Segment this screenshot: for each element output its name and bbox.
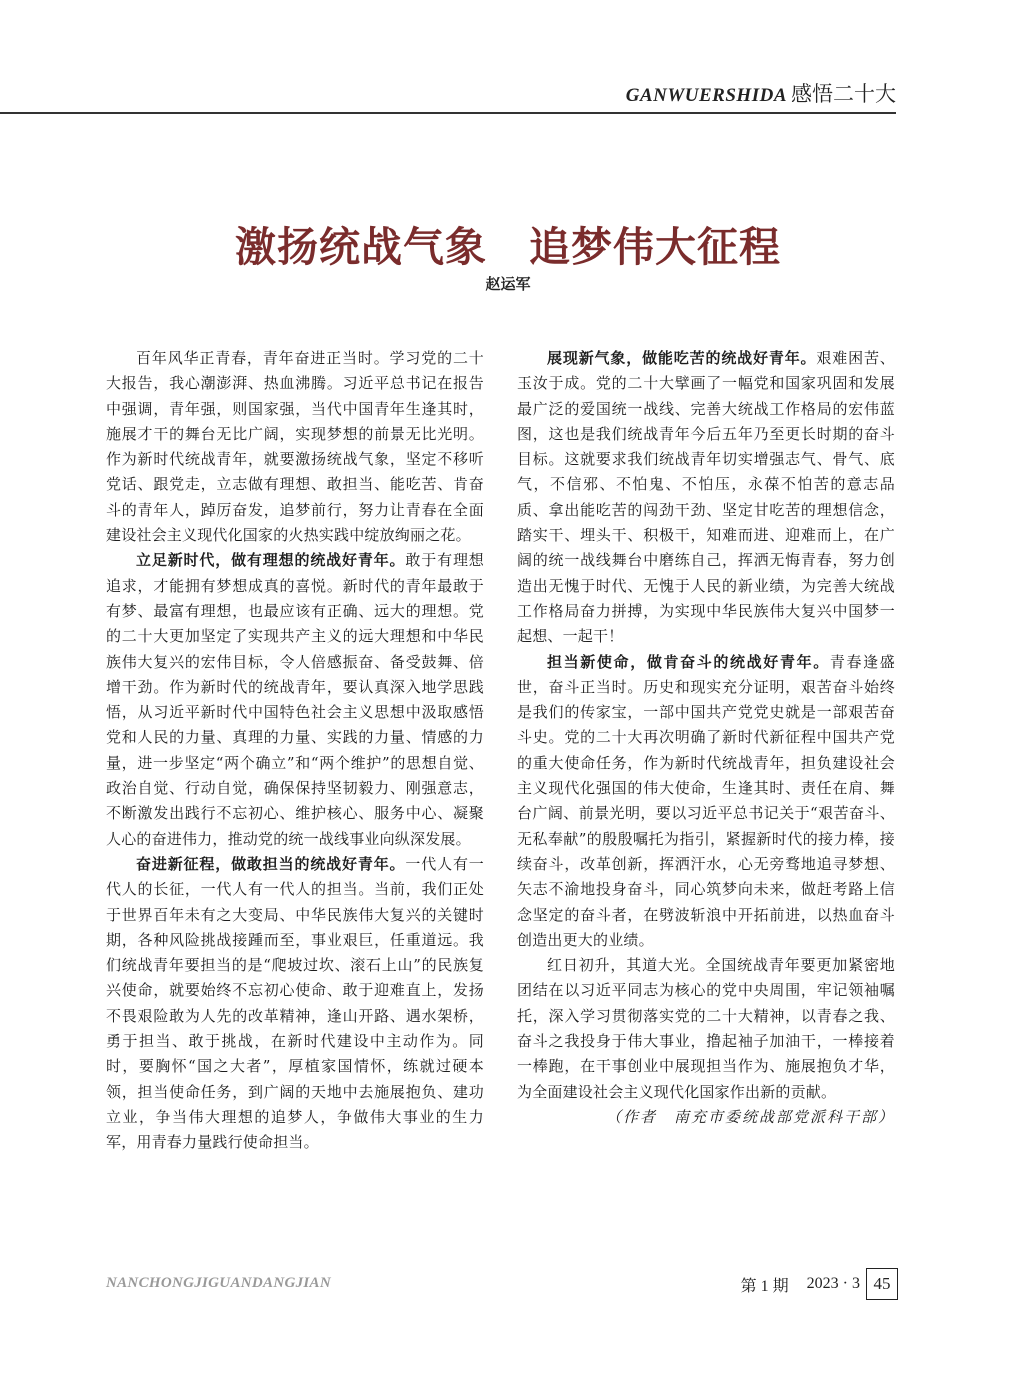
issue-date: 2023 · 3 (806, 1275, 860, 1292)
paragraph-lead: 立足新时代，做有理想的统战好青年。 (136, 551, 406, 570)
page-header (0, 64, 896, 114)
paragraph-lead: 担当新使命，做肯奋斗的统战好青年。 (547, 652, 830, 671)
paragraph (517, 346, 895, 650)
footer-info (741, 1268, 898, 1300)
paragraph (517, 650, 895, 954)
section-column-name: 感悟二十大 (791, 82, 896, 106)
paragraph (517, 953, 895, 1105)
paragraph-text: 百年风华正青春，青年奋进正当时。学习党的二十大报告，我心潮澎湃、热血沸腾。习近平总书记在报告中强调，青年强，则国家强，当代中国青年生逢其时，施展才干的舞台无比广阔，实现梦想的前景无比光明。作为新时代统战青年，就要激扬统战气象，坚定不移听党话、跟党走，立志做有理想、敢担当、能吃苦、肯奋斗的青年人，踔厉奋发，追梦前行，努力让青春在全面建设社会主义现代化国家的火热实践中绽放绚丽之花。 (106, 349, 484, 545)
paragraph-text: 红日初升，其道大光。全国统战青年要更加紧密地团结在以习近平同志为核心的党中央周围，牢记领袖嘱托，深入学习贯彻落实党的二十大精神，以青春之我、奋斗之我投身于伟大事业，撸起袖子加油干，一棒接着一棒跑，在干事创业中展现担当作为、施展抱负才华，为全面建设社会主义现代化国家作出新的贡献。 (517, 956, 895, 1101)
left-column (106, 346, 484, 1156)
footer-publication: NANCHONGJIGUANDANGJIAN (106, 1275, 331, 1291)
section-latin: GANWUERSHIDA (625, 85, 787, 106)
right-column (517, 346, 895, 1130)
paragraph-lead: 奋进新征程，做敢担当的统战好青年。 (136, 854, 406, 873)
page-number: 45 (866, 1268, 898, 1300)
author-note: （作者 南充市委统战部党派科干部） (605, 1107, 895, 1126)
paragraph-text: 青春逢盛世，奋斗正当时。历史和现实充分证明，艰苦奋斗始终是我们的传家宝，一部中国共产党党史就是一部艰苦奋斗史。党的二十大再次明确了新时代新征程中国共产党的重大使命任务，作为新时代统战青年，担负建设社会主义现代化强国的伟大使命，生逢其时、责任在肩、舞台广阔、前景光明，要以习近平总书记关于“艰苦奋斗、无私奉献”的殷殷嘱托为指引，紧握新时代的接力棒，接续奋斗，改革创新，挥洒汗水，心无旁骛地追寻梦想、矢志不渝地投身奋斗，同心筑梦向未来，做赶考路上信念坚定的奋斗者，在劈波斩浪中开拓前进，以热血奋斗创造出更大的业绩。 (517, 652, 895, 949)
paragraph (106, 852, 484, 1156)
paragraph-text: 艰难困苦、玉汝于成。党的二十大擘画了一幅党和国家巩固和发展最广泛的爱国统一战线、完善大统战工作格局的宏伟蓝图，这也是我们统战青年今后五年乃至更长时期的奋斗目标。这就要求我们统战青年切实增强志气、骨气、底气，不信邪、不怕鬼、不怕压，永葆不怕苦的意志品质、拿出能吃苦的闯劲干劲、坚定甘吃苦的理想信念，踏实干、埋头干、积极干，知难而进、迎难而上，在广阔的统一战线舞台中磨练自己，挥洒无悔青春，努力创造出无愧于时代、无愧于人民的新业绩，为完善大统战工作格局奋力拼搏，为实现中华民族伟大复兴中国梦一起想、一起干！ (517, 349, 895, 646)
section-label (626, 78, 896, 108)
paragraph-text: 一代人有一代人的长征，一代人有一代人的担当。当前，我们正处于世界百年未有之大变局、中华民族伟大复兴的关键时期，各种风险挑战接踵而至，事业艰巨，任重道远。我们统战青年要担当的是“爬坡过坎、滚石上山”的民族复兴使命，就要始终不忘初心使命、敢于迎难直上，发扬不畏艰险敢为人先的改革精神，逢山开路、遇水架桥，勇于担当、敢于挑战，在新时代建设中主动作为。同时，要胸怀“国之大者”，厚植家国情怀，练就过硬本领，担当使命任务，到广阔的天地中去施展抱负、建功立业，争当伟大理想的追梦人，争做伟大事业的生力军，用青春力量践行使命担当。 (106, 854, 484, 1152)
paragraph (106, 346, 484, 548)
paragraph-text: 敢于有理想追求，才能拥有梦想成真的喜悦。新时代的青年最敢于有梦、最富有理想，也最应该有正确、远大的理想。党的二十大更加坚定了实现共产主义的远大理想和中华民族伟大复兴的宏伟目标，令人倍感振奋、备受鼓舞、倍增干劲。作为新时代的统战青年，要认真深入地学思践悟，从习近平新时代中国特色社会主义思想中汲取感悟党和人民的力量、真理的力量、实践的力量、情感的力量，进一步坚定“两个确立”和“两个维护”的思想自觉、政治自觉、行动自觉，确保保持坚韧毅力、刚强意志，不断激发出践行不忘初心、维护核心、服务中心、凝聚人心的奋进伟力，推动党的统一战线事业向纵深发展。 (106, 551, 484, 848)
issue-number: 第 1 期 (740, 1277, 789, 1295)
article-title: 激扬统战气象 追梦伟大征程 (235, 223, 781, 271)
article-author: 赵运军 (485, 275, 531, 293)
paragraph-lead: 展现新气象，做能吃苦的统战好青年。 (547, 349, 817, 367)
paragraph (106, 548, 484, 852)
